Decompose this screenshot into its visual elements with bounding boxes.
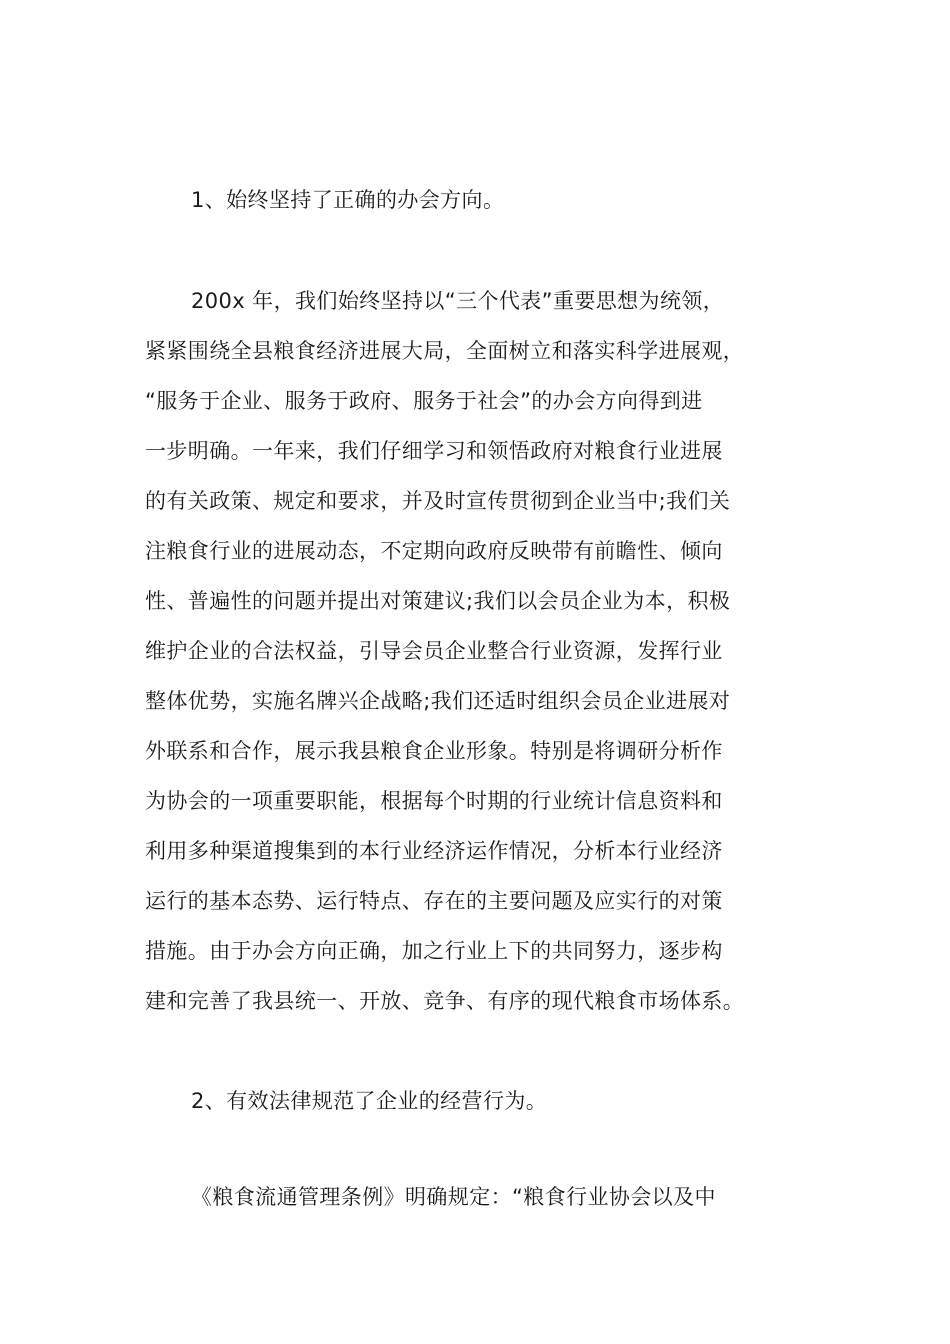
paragraph-line: 紧紧围绕全县粮食经济进展大局，全面树立和落实科学进展观，	[145, 339, 745, 363]
paragraph-line: 注粮食行业的进展动态，不定期向政府反映带有前瞻性、倾向	[145, 539, 723, 563]
paragraph-line: 的有关政策、规定和要求，并及时宣传贯彻到企业当中;我们关	[145, 489, 731, 513]
paragraph-line: 维护企业的合法权益，引导会员企业整合行业资源，发挥行业	[145, 639, 723, 663]
paragraph-line: 整体优势，实施名牌兴企战略;我们还适时组织会员企业进展对	[145, 689, 731, 713]
paragraph-line: “服务于企业、服务于政府、服务于社会”的办会方向得到进	[145, 389, 703, 413]
section-heading-1: 1、始终坚持了正确的办会方向。	[191, 188, 505, 212]
paragraph-line: 措施。由于办会方向正确，加之行业上下的共同努力，逐步构	[145, 939, 723, 963]
paragraph-line: 性、普遍性的问题并提出对策建议;我们以会员企业为本，积极	[145, 589, 731, 613]
section-heading-2: 2、有效法律规范了企业的经营行为。	[191, 1089, 548, 1113]
paragraph-line: 利用多种渠道搜集到的本行业经济运作情况，分析本行业经济	[145, 839, 723, 863]
paragraph-2	[145, 1172, 807, 1222]
paragraph-line: 建和完善了我县统一、开放、竞争、有序的现代粮食市场体系。	[145, 989, 745, 1013]
paragraph-line: 外联系和合作，展示我县粮食企业形象。特别是将调研分析作	[145, 739, 723, 763]
paragraph-line: 一步明确。一年来，我们仔细学习和领悟政府对粮食行业进展	[145, 439, 723, 463]
paragraph-1	[145, 276, 807, 1026]
paragraph-line: 《粮食流通管理条例》明确规定：“粮食行业协会以及中	[191, 1185, 716, 1209]
paragraph-line: 运行的基本态势、运行特点、存在的主要问题及应实行的对策	[145, 889, 723, 913]
paragraph-line: 200x 年，我们始终坚持以“三个代表”重要思想为统领，	[191, 289, 725, 313]
paragraph-line: 为协会的一项重要职能，根据每个时期的行业统计信息资料和	[145, 789, 723, 813]
